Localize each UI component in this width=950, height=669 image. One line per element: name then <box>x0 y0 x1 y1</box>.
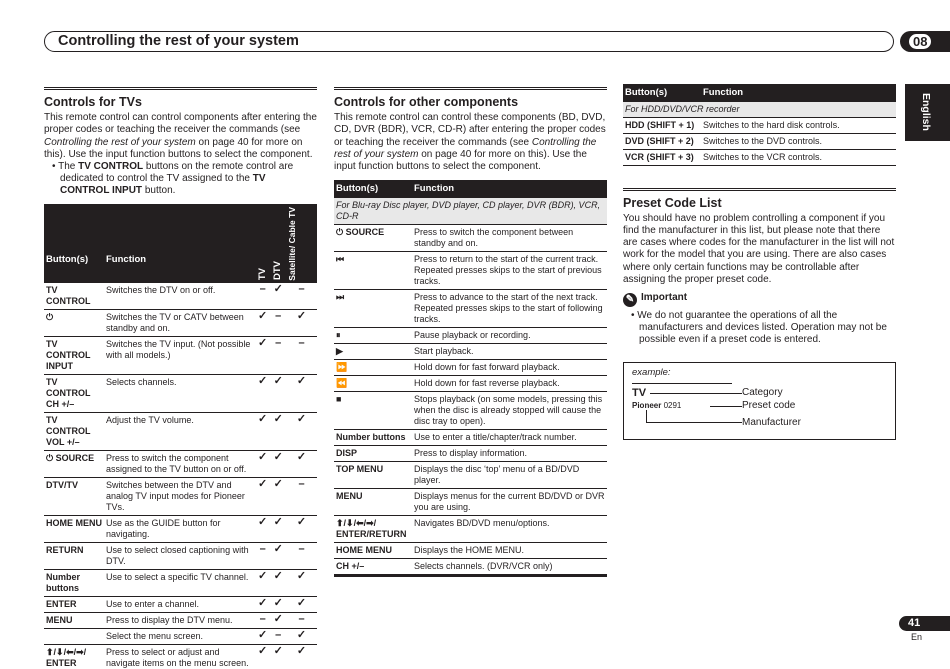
other-intro-text-2: on page 40 for more on this). Use the input function buttons to select the component. <box>334 148 587 173</box>
row-mark: ✓ <box>255 516 271 543</box>
row-function: Select the menu screen. <box>104 629 255 645</box>
row-function: Switches the DTV on or off. <box>104 283 255 310</box>
row-button: HOME MENU <box>334 542 412 558</box>
table-row <box>44 310 317 337</box>
row-button: VCR (SHIFT + 3) <box>623 149 701 165</box>
row-mark: ✓ <box>270 283 286 310</box>
row-button: ⏭ <box>334 289 412 327</box>
other-table <box>334 180 607 577</box>
category-pointer <box>650 393 742 394</box>
col-tv <box>255 204 271 284</box>
row-button: TV CONTROL VOL +/– <box>44 413 104 451</box>
row-mark: ✓ <box>270 516 286 543</box>
row-function: Stops playback (on some models, pressing this when the disc is already stopped will cause the disc tray to open). <box>412 391 607 429</box>
row-button: Number buttons <box>334 429 412 445</box>
table-row <box>334 488 607 515</box>
important-note <box>623 292 896 307</box>
table-row <box>44 570 317 597</box>
row-button: HDD (SHIFT + 1) <box>623 117 701 133</box>
row-button: DTV/TV <box>44 478 104 516</box>
row-function: Hold down for fast reverse playback. <box>412 375 607 391</box>
language-label: English <box>919 93 932 131</box>
table-row <box>44 543 317 570</box>
row-button <box>44 629 104 645</box>
col-function: Function <box>412 180 607 198</box>
row-mark: – <box>270 337 286 375</box>
row-function: Displays menus for the current BD/DVD or DVR you are using. <box>412 488 607 515</box>
chapter-number: 08 <box>909 34 931 49</box>
example-manufacturer-entry <box>632 401 681 411</box>
chapter-badge <box>900 31 950 52</box>
row-mark: ✓ <box>286 516 317 543</box>
tv-bullet-text-1: The <box>58 161 79 173</box>
table-row <box>334 542 607 558</box>
other-intro <box>334 112 607 173</box>
row-mark: ✓ <box>255 337 271 375</box>
tv-intro <box>44 112 317 161</box>
row-mark: ✓ <box>255 451 271 478</box>
row-button: ⏮ <box>334 251 412 289</box>
row-mark: ✓ <box>270 597 286 613</box>
row-button: DVD (SHIFT + 2) <box>623 133 701 149</box>
row-mark: – <box>286 337 317 375</box>
table-row <box>623 117 896 133</box>
row-mark: – <box>255 613 271 629</box>
row-function: Displays the disc ‘top’ menu of a BD/DVD player. <box>412 461 607 488</box>
row-function: Press to return to the start of the current track. Repeated presses skips to the start of previous tracks. <box>412 251 607 289</box>
example-box <box>623 362 896 440</box>
row-function: Adjust the TV volume. <box>104 413 255 451</box>
row-button: ⏻ SOURCE <box>44 451 104 478</box>
row-mark: – <box>286 613 317 629</box>
col-function: Function <box>701 84 896 102</box>
page-number: 41 <box>899 616 950 631</box>
row-mark: ✓ <box>270 543 286 570</box>
row-mark: – <box>286 283 317 310</box>
row-mark: ✓ <box>270 645 286 669</box>
table-row <box>44 516 317 543</box>
col-tv-label: TV <box>256 268 268 281</box>
col-button: Button(s) <box>623 84 701 102</box>
row-button: MENU <box>334 488 412 515</box>
tv-section-title: Controls for TVs <box>44 95 142 109</box>
row-function: Press to advance to the start of the next track. Repeated presses skips to the start of following tracks. <box>412 289 607 327</box>
row-function: Hold down for fast forward playback. <box>412 359 607 375</box>
row-button: TOP MENU <box>334 461 412 488</box>
col-function: Function <box>104 204 255 284</box>
table-row <box>44 413 317 451</box>
tv-bullet-bold-2: TV CONTROL INPUT <box>60 173 266 197</box>
row-button: Number buttons <box>44 570 104 597</box>
row-button: MENU <box>44 613 104 629</box>
section-rule <box>44 87 317 91</box>
example-divider <box>632 383 732 384</box>
row-mark: ✓ <box>270 570 286 597</box>
right-column <box>623 84 896 347</box>
page-title: Controlling the rest of your system <box>58 33 299 49</box>
row-function: Start playback. <box>412 343 607 359</box>
row-button: ⏪ <box>334 375 412 391</box>
table-row <box>44 337 317 375</box>
important-label: Important <box>641 292 688 304</box>
row-mark: ✓ <box>255 310 271 337</box>
other-controls-section <box>334 87 607 577</box>
col-sat <box>286 204 317 284</box>
example-category: Category <box>742 387 783 398</box>
row-mark: ✓ <box>270 413 286 451</box>
row-function: Switches to the DVD controls. <box>701 133 896 149</box>
row-button: TV CONTROL CH +/– <box>44 375 104 413</box>
col-sat-label: Satellite/ Cable TV <box>287 206 297 281</box>
row-mark: – <box>255 543 271 570</box>
row-function: Use as the GUIDE button for navigating. <box>104 516 255 543</box>
preset-text: You should have no problem controlling a component if you find the manufacturer in this list, but please note that there are cases where codes for the manufacturer in the list will not work for the model that you are using. There are also cases where only certain functions may be controllable after assigning the proper preset code. <box>623 212 895 285</box>
tv-intro-text-1: This remote control can control components after entering the proper codes or teaching the receiver the commands (see <box>44 112 317 136</box>
row-function: Use to enter a title/chapter/track number. <box>412 429 607 445</box>
row-function: Use to select closed captioning with DTV. <box>104 543 255 570</box>
table-row <box>334 558 607 575</box>
tv-table <box>44 204 317 669</box>
table-row <box>334 445 607 461</box>
example-code: 0291 <box>663 401 682 410</box>
tv-bullet-text-3: button. <box>142 185 176 197</box>
row-function: Press to display the DTV menu. <box>104 613 255 629</box>
row-function: Switches the TV input. (Not possible with all models.) <box>104 337 255 375</box>
row-mark: ✓ <box>286 451 317 478</box>
table-row <box>334 515 607 542</box>
table-row <box>44 597 317 613</box>
row-mark: ✓ <box>255 478 271 516</box>
row-mark: ✓ <box>270 478 286 516</box>
table-row <box>44 645 317 669</box>
manufacturer-pointer-h <box>646 422 742 423</box>
table-row <box>334 343 607 359</box>
tv-bullet-bold-1: TV CONTROL <box>78 161 144 173</box>
row-mark: ✓ <box>286 629 317 645</box>
table-row <box>334 327 607 343</box>
row-button: ⬆/⬇/⬅/➡/ ENTER <box>44 645 104 669</box>
row-mark: ✓ <box>286 413 317 451</box>
row-button: ⏻ <box>44 310 104 337</box>
table-row <box>44 375 317 413</box>
col-button: Button(s) <box>44 204 104 284</box>
row-mark: ✓ <box>255 645 271 669</box>
table-row <box>334 375 607 391</box>
table-row <box>334 391 607 429</box>
col-dtv <box>270 204 286 284</box>
tv-intro-text-2: on page 40 for more on this). Use the input function buttons to select the component. <box>44 136 313 160</box>
hdd-subhead: For HDD/DVD/VCR recorder <box>623 102 896 118</box>
table-row <box>334 289 607 327</box>
page-language: En <box>911 632 923 642</box>
table-row <box>44 629 317 645</box>
table-row <box>44 478 317 516</box>
row-function: Displays the HOME MENU. <box>412 542 607 558</box>
preset-bullet-text: We do not guarantee the operations of all the manufacturers and devices listed. Operation may not be possible even if a preset code is entered. <box>637 310 887 346</box>
row-function: Navigates BD/DVD menu/options. <box>412 515 607 542</box>
row-button: TV CONTROL <box>44 283 104 310</box>
row-mark: ✓ <box>255 597 271 613</box>
row-mark: ✓ <box>286 645 317 669</box>
tv-intro-link: Controlling the rest of your system <box>44 136 196 148</box>
row-function: Switches to the hard disk controls. <box>701 117 896 133</box>
other-intro-text-1: This remote control can control these components (BD, DVD, CD, DVR (BDR), VCR, CD-R) after entering the proper codes or teaching the receiver the commands (see <box>334 112 606 148</box>
row-function: Press to switch the component assigned to the TV button on or off. <box>104 451 255 478</box>
row-mark: ✓ <box>255 413 271 451</box>
row-mark: ✓ <box>255 570 271 597</box>
example-manufacturer-name: Pioneer <box>632 401 662 410</box>
tv-bullet-text-2: buttons on the remote control are dedicated to control the TV assigned to the <box>60 161 294 185</box>
code-pointer <box>710 406 742 407</box>
section-rule <box>623 188 896 192</box>
table-row <box>44 613 317 629</box>
row-mark: – <box>286 543 317 570</box>
row-button: ⏩ <box>334 359 412 375</box>
tv-controls-section <box>44 87 317 669</box>
language-tab <box>905 84 950 141</box>
row-function: Use to enter a channel. <box>104 597 255 613</box>
tv-bullet: • The TV CONTROL buttons on the remote control are dedicated to control the TV assigned to the TV CONTROL INPUT button. <box>52 161 294 197</box>
row-function: Selects channels. (DVR/VCR only) <box>412 558 607 575</box>
row-button: CH +/– <box>334 558 412 575</box>
other-intro-link: Controlling the rest of your system <box>334 136 597 160</box>
row-button: ⏸ <box>334 327 412 343</box>
row-button: DISP <box>334 445 412 461</box>
table-row <box>334 251 607 289</box>
row-function: Use to select a specific TV channel. <box>104 570 255 597</box>
row-button: ⏻ SOURCE <box>334 224 412 251</box>
row-button: TV CONTROL INPUT <box>44 337 104 375</box>
col-button: Button(s) <box>334 180 412 198</box>
example-preset-code: Preset code <box>742 400 796 411</box>
row-function: Press to switch the component between standby and on. <box>412 224 607 251</box>
col-dtv-label: DTV <box>272 261 284 281</box>
row-button: ▶ <box>334 343 412 359</box>
table-row <box>334 461 607 488</box>
manufacturer-pointer-v <box>646 410 647 422</box>
row-button: HOME MENU <box>44 516 104 543</box>
row-mark: – <box>255 283 271 310</box>
row-mark: ✓ <box>255 375 271 413</box>
table-row <box>44 283 317 310</box>
row-mark: – <box>286 478 317 516</box>
other-subhead: For Blu-ray Disc player, DVD player, CD player, DVR (BDR), VCR, CD-R <box>334 198 607 225</box>
row-mark: – <box>270 629 286 645</box>
row-button: ⬆/⬇/⬅/➡/ ENTER/RETURN <box>334 515 412 542</box>
row-mark: ✓ <box>270 451 286 478</box>
preset-bullet: • We do not guarantee the operations of all the manufacturers and devices listed. Operation may not be possible even if a preset code is entered. <box>631 310 887 346</box>
example-label: example: <box>632 367 671 378</box>
row-mark: ✓ <box>270 375 286 413</box>
row-mark: ✓ <box>286 597 317 613</box>
row-mark: – <box>270 310 286 337</box>
row-mark: ✓ <box>255 629 271 645</box>
table-row <box>334 224 607 251</box>
row-mark: ✓ <box>286 570 317 597</box>
row-function: Switches between the DTV and analog TV input modes for Pioneer TVs. <box>104 478 255 516</box>
row-mark: ✓ <box>270 613 286 629</box>
row-function: Switches to the VCR controls. <box>701 149 896 165</box>
section-rule <box>334 87 607 91</box>
row-function: Press to display information. <box>412 445 607 461</box>
row-function: Selects channels. <box>104 375 255 413</box>
table-row <box>334 429 607 445</box>
row-button: RETURN <box>44 543 104 570</box>
row-mark: ✓ <box>286 375 317 413</box>
table-row <box>623 149 896 165</box>
table-row <box>44 451 317 478</box>
row-mark: ✓ <box>286 310 317 337</box>
row-function: Switches the TV or CATV between standby and on. <box>104 310 255 337</box>
row-function: Press to select or adjust and navigate items on the menu screen. <box>104 645 255 669</box>
important-icon: ✎ <box>623 293 637 307</box>
example-category-value: TV <box>632 387 647 399</box>
row-button: ENTER <box>44 597 104 613</box>
example-manufacturer: Manufacturer <box>742 417 801 428</box>
header-bar <box>44 31 894 52</box>
other-section-title: Controls for other components <box>334 95 519 109</box>
row-button: ■ <box>334 391 412 429</box>
hdd-table <box>623 84 896 166</box>
preset-title: Preset Code List <box>623 195 722 210</box>
table-row <box>623 133 896 149</box>
row-function: Pause playback or recording. <box>412 327 607 343</box>
table-row <box>334 359 607 375</box>
